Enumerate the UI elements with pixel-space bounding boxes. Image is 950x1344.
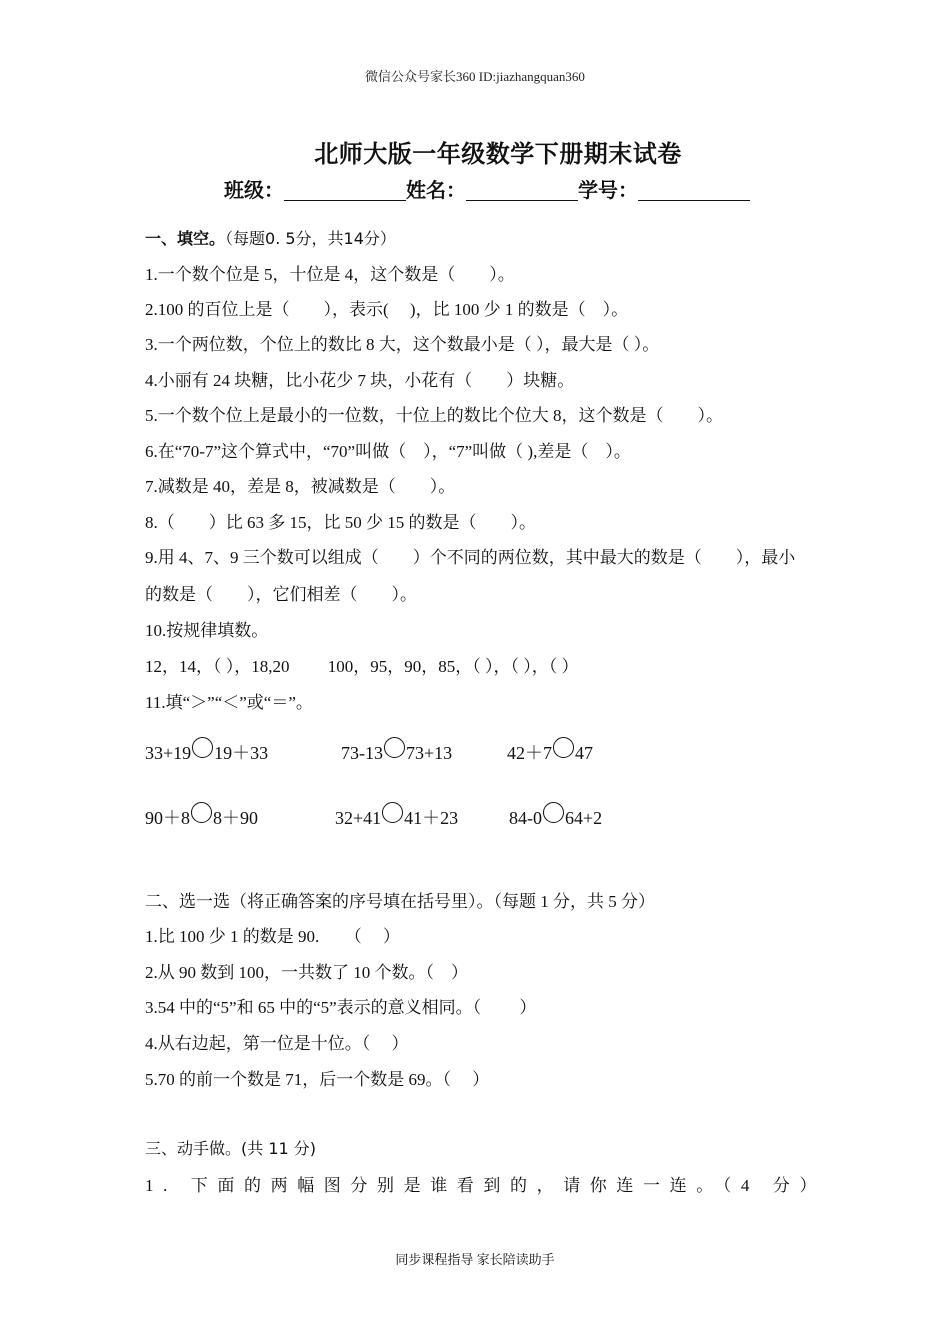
compare-circle[interactable] xyxy=(382,802,403,823)
compare-circle[interactable] xyxy=(384,737,405,758)
compare-item: 32+41 41＋23 xyxy=(335,802,458,830)
question-9-continued: 的数是（ ），它们相差（ ）。 xyxy=(145,585,417,604)
question-4: 4.小丽有 24 块糖，比小花少 7 块，小花有（ ）块糖。 xyxy=(145,371,575,390)
section1-score: （每题0. 5分，共14分） xyxy=(225,229,396,248)
compare-circle[interactable] xyxy=(192,737,213,758)
question-10-sequence: 12，14，（ ），18,20 100，95，90，85，（ ），（ ），（ ） xyxy=(145,657,579,676)
choice-4: 4.从右边起，第一位是十位。（ ） xyxy=(145,1034,409,1053)
question-9: 9.用 4、7、9 三个数可以组成（ ）个不同的两位数，其中最大的数是（ ），最小 xyxy=(145,548,796,567)
compare-circle[interactable] xyxy=(543,802,564,823)
section1-title: 一、填空。 xyxy=(145,229,226,248)
question-5: 5.一个数个位上是最小的一位数，十位上的数比个位大 8，这个数是（ ）。 xyxy=(145,406,723,425)
choice-2: 2.从 90 数到 100，一共数了 10 个数。（ ） xyxy=(145,963,468,982)
question-1: 1.一个数个位是 5，十位是 4，这个数是（ ）。 xyxy=(145,265,515,284)
choice-3: 3.54 中的“5”和 65 中的“5”表示的意义相同。（ ） xyxy=(145,998,537,1017)
compare-item: 73-13 73+13 xyxy=(341,737,452,764)
page-footer: 同步课程指导 家长陪读助手 xyxy=(395,1252,555,1267)
name-label: 姓名： xyxy=(406,178,466,202)
class-blank xyxy=(284,180,406,201)
page-header: 微信公众号家长360 ID:jiazhangquan360 xyxy=(365,69,585,84)
section3-question-1: 1. 下面的两幅图分别是谁看到的，请你连一连。（4 分） xyxy=(145,1176,827,1195)
question-11: 11.填“＞”“＜”或“＝”。 xyxy=(145,693,313,712)
question-8: 8.（ ）比 63 多 15，比 50 少 15 的数是（ ）。 xyxy=(145,513,536,532)
number-blank xyxy=(638,180,750,201)
compare-circle[interactable] xyxy=(191,802,212,823)
question-6: 6.在“70-7”这个算式中，“70”叫做（ ），“7”叫做（ ),差是（ ）。 xyxy=(145,442,631,461)
number-label: 学号： xyxy=(578,178,638,202)
section2-heading: 二、选一选（将正确答案的序号填在括号里）。（每题 1 分，共 5 分） xyxy=(145,892,655,911)
section1-heading xyxy=(145,226,396,249)
compare-item: 90＋8 8＋90 xyxy=(145,802,258,830)
class-label: 班级： xyxy=(224,178,284,202)
page-title: 北师大版一年级数学下册期末试卷 xyxy=(314,140,682,168)
question-2: 2.100 的百位上是（ ），表示( )，比 100 少 1 的数是（ ）。 xyxy=(145,300,629,319)
student-info-line xyxy=(224,174,750,203)
choice-5: 5.70 的前一个数是 71，后一个数是 69。（ ） xyxy=(145,1070,490,1089)
compare-item: 84-0 64+2 xyxy=(509,802,602,829)
compare-item: 33+19 19＋33 xyxy=(145,737,268,765)
question-3: 3.一个两位数，个位上的数比 8 大，这个数最小是（ ），最大是（ ）。 xyxy=(145,335,660,354)
question-10: 10.按规律填数。 xyxy=(145,621,269,640)
compare-circle[interactable] xyxy=(553,737,574,758)
section3-heading: 三、动手做。(共 11 分) xyxy=(145,1139,317,1158)
question-7: 7.减数是 40，差是 8，被减数是（ ）。 xyxy=(145,477,456,496)
choice-1: 1.比 100 少 1 的数是 90. （ ） xyxy=(145,927,400,946)
compare-item: 42＋7 47 xyxy=(507,737,593,765)
name-blank xyxy=(466,180,578,201)
